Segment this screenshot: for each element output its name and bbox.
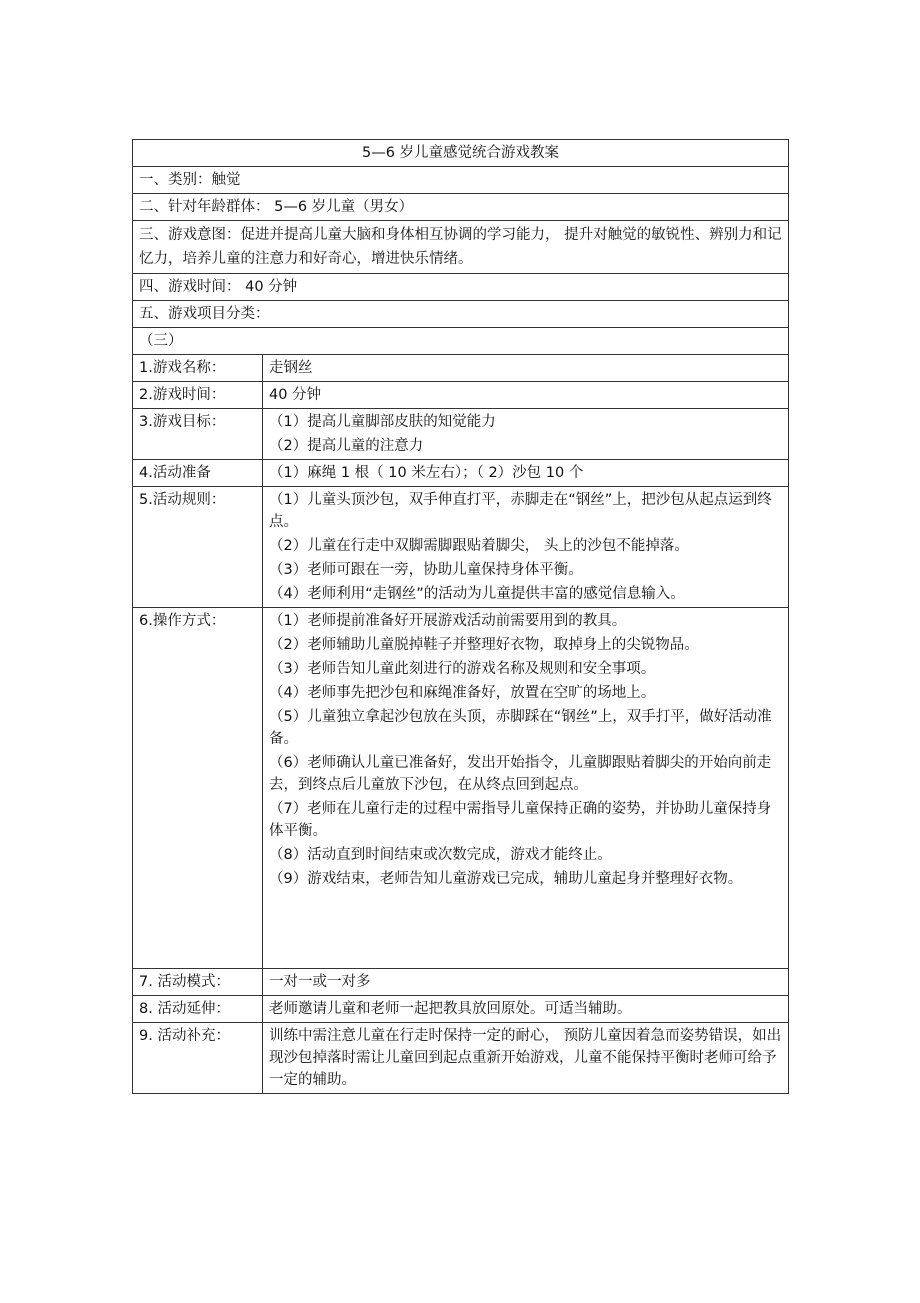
intent-text: 三、游戏意图：促进并提高儿童大脑和身体相互协调的学习能力， 提升对触觉的敏锐性、辨别力和记忆力，培养儿童的注意力和好奇心，增进快乐情绪。	[133, 221, 789, 274]
classification-text: 五、游戏项目分类：	[133, 301, 789, 328]
rule-item: （3）老师可跟在一旁，协助儿童保持身体平衡。	[269, 562, 583, 578]
preparation-label: 4.活动准备	[133, 460, 263, 487]
duration-text: 四、游戏时间： 40 分钟	[133, 274, 789, 301]
rule-item: （4）老师利用“走钢丝”的活动为儿童提供丰富的感觉信息输入。	[269, 586, 685, 602]
document-title: 5—6 岁儿童感觉统合游戏教案	[133, 140, 789, 167]
game-name-label: 1.游戏名称：	[133, 355, 263, 382]
goal-item: （2）提高儿童的注意力	[269, 438, 424, 454]
table-row	[133, 382, 789, 409]
table-row	[133, 969, 789, 996]
duration-row	[133, 274, 789, 301]
mode-label: 7. 活动模式：	[133, 969, 263, 996]
operation-item: （1）老师提前准备好开展游戏活动前需要用到的教具。	[269, 613, 627, 629]
section-row	[133, 328, 789, 355]
operation-item: （9）游戏结束，老师告知儿童游戏已完成，辅助儿童起身并整理好衣物。	[269, 871, 743, 887]
supplement-label: 9. 活动补充：	[133, 1023, 263, 1094]
operation-item: （5）儿童独立拿起沙包放在头顶，赤脚踩在“钢丝”上，双手打平，做好活动准备。	[269, 709, 772, 747]
extension-value: 老师邀请儿童和老师一起把教具放回原处。可适当辅助。	[263, 996, 789, 1023]
game-goal-label: 3.游戏目标：	[133, 409, 263, 460]
operation-item: （4）老师事先把沙包和麻绳准备好，放置在空旷的场地上。	[269, 685, 656, 701]
operation-label: 6.操作方式：	[133, 608, 263, 969]
rules-label: 5.活动规则：	[133, 487, 263, 608]
operation-item: （7）老师在儿童行走的过程中需指导儿童保持正确的姿势，并协助儿童保持身体平衡。	[269, 801, 772, 839]
table-row	[133, 355, 789, 382]
table-row	[133, 487, 789, 608]
table-row	[133, 460, 789, 487]
age-group-text: 二、针对年龄群体： 5—6 岁儿童（男女）	[133, 194, 789, 221]
rule-item: （2）儿童在行走中双脚需脚跟贴着脚尖， 头上的沙包不能掉落。	[269, 538, 689, 554]
table-row	[133, 996, 789, 1023]
age-group-row	[133, 194, 789, 221]
game-goal-value	[263, 409, 789, 460]
table-row	[133, 1023, 789, 1094]
operation-item: （3）老师告知儿童此刻进行的游戏名称及规则和安全事项。	[269, 661, 656, 677]
game-time-value: 40 分钟	[263, 382, 789, 409]
rules-value	[263, 487, 789, 608]
title-row	[133, 140, 789, 167]
table-row	[133, 608, 789, 969]
operation-item: （8）活动直到时间结束或次数完成，游戏才能终止。	[269, 847, 612, 863]
mode-value: 一对一或一对多	[263, 969, 789, 996]
extension-label: 8. 活动延伸：	[133, 996, 263, 1023]
operation-value	[263, 608, 789, 969]
category-row	[133, 167, 789, 194]
section-text: （三）	[133, 328, 789, 355]
game-name-value: 走钢丝	[263, 355, 789, 382]
intent-row	[133, 221, 789, 274]
preparation-value: （1）麻绳 1 根（ 10 米左右）；（ 2）沙包 10 个	[263, 460, 789, 487]
classification-row	[133, 301, 789, 328]
operation-item: （6）老师确认儿童已准备好，发出开始指令，儿童脚跟贴着脚尖的开始向前走去，到终点后儿童放下沙包，在从终点回到起点。	[269, 755, 772, 793]
category-text: 一、类别：触觉	[133, 167, 789, 194]
table-row	[133, 409, 789, 460]
game-time-label: 2.游戏时间：	[133, 382, 263, 409]
lesson-plan-table	[132, 139, 789, 1094]
operation-item: （2）老师辅助儿童脱掉鞋子并整理好衣物，取掉身上的尖锐物品。	[269, 637, 699, 653]
rule-item: （1）儿童头顶沙包，双手伸直打平，赤脚走在“钢丝”上，把沙包从起点运到终点。	[269, 492, 772, 530]
supplement-value: 训练中需注意儿童在行走时保持一定的耐心， 预防儿童因着急而姿势错误，如出现沙包掉落时需让儿童回到起点重新开始游戏，儿童不能保持平衡时老师可给予一定的辅助。	[263, 1023, 789, 1094]
goal-item: （1）提高儿童脚部皮肤的知觉能力	[269, 414, 496, 430]
